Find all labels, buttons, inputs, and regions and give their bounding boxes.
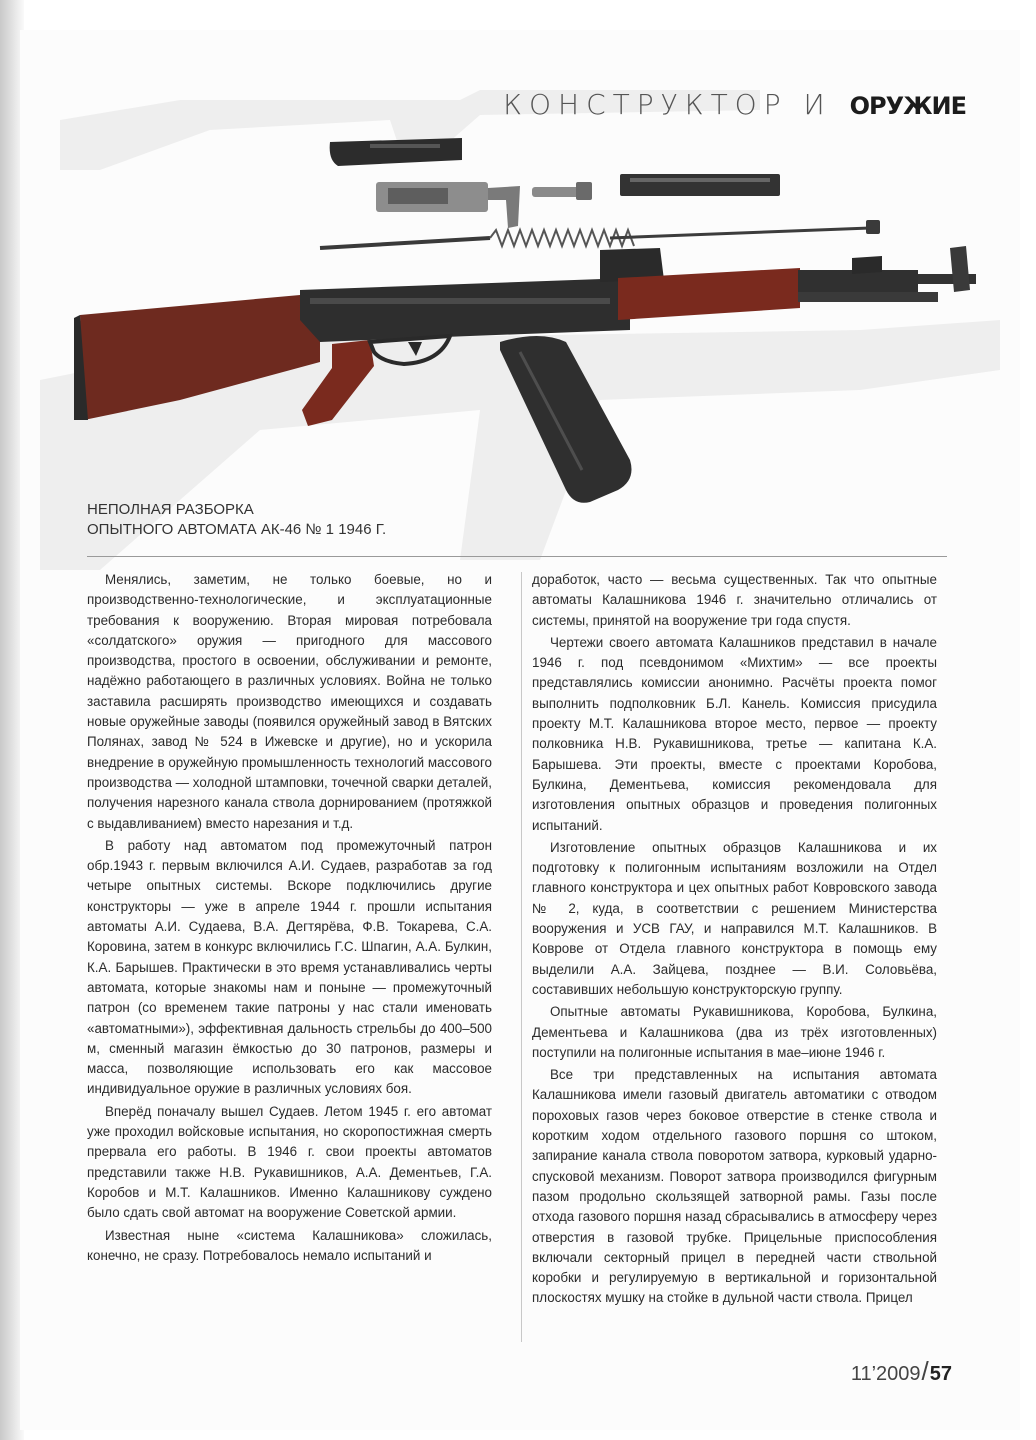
- article-column-left: [87, 570, 492, 1268]
- article-column-right: [532, 570, 937, 1311]
- rifle-body: [74, 246, 976, 503]
- paragraph: Чертежи своего автомата Калашников представил в начале 1946 г. под псевдонимом «Михтим» — все проекты представлялись комиссии анонимно. Расчёты проекта помог выполнить подполковник Б.Л. Канель. Комиссия присудила проекту М.Т. Калашникова второе место, первое — проекту полковника Н.В. Рукавишникова, третье — капитана К.А. Барышева. Эти проекты, вместе с проектами Коробова, Булкина, Дементьева, комиссия рекомендовала для изготовления опытных образцов и проведения полигонных испытаний.: [532, 634, 937, 833]
- rifle-disassembly-figure: [70, 130, 990, 520]
- paragraph: Известная ныне «система Калашникова» сложилась, конечно, не сразу. Потребовалось немало испытаний и: [87, 1227, 492, 1263]
- bolt-carrier-part: [376, 182, 520, 228]
- paragraph: Менялись, заметим, не только боевые, но и производственно-технологические, и эксплуатационные требования к вооружению. Вторая мировая потребовала «солдатского» оружия — пригодного для массового производства, простого в освоении, обслуживании и ремонте, надёжно работающего в различных условиях. Война не только заставила расширять производство имеющихся и создавать новые оружейные заводы (появился оружейный завод в Вятских Полянах, завод № 524 в Ижевске и другие), но и ускорила внедрение в оружейную промышленность технологий массового производства — холодной штамповки, точечной сварки деталей, получения нарезного канала ствола дорнированием (протяжкой с выдавливанием) вместо нарезания и т.д.: [87, 572, 492, 831]
- paragraph: Вперёд поначалу вышел Судаев. Летом 1945 г. его автомат уже проходил войсковые испытания, но скоропостижная смерть прервала его работы. В 1946 г. свои проекты автоматов представили также Н.В. Рукавишников, А.А. Дементьев, Г.А. Коробов и М.Т. Калашников. Именно Калашникову суждено было сдать свой автомат на вооружение Советской армии.: [87, 1103, 492, 1221]
- footer-slash: /: [921, 1356, 929, 1386]
- section-header: [503, 88, 966, 121]
- caption-divider: [87, 556, 947, 557]
- header-title: КОНСТРУКТОР И: [503, 88, 832, 121]
- caption-line-2: ОПЫТНОГО АВТОМАТА АК-46 № 1 1946 Г.: [87, 521, 387, 538]
- column-divider: [521, 572, 522, 1342]
- paragraph: Все три представленных на испытания автомата Калашникова имели газовый двигатель автоматики с отводом пороховых газов через боковое отверстие в стенке ствола и коротким ходом отдельного газового поршня со штоком, запирание канала ствола поворотом затвора, курковый ударно-спусковой механизм. Поворот затвора производился фигурным пазом продольно скользящей затворной рамы. Газы после отхода газового поршня назад сбрасывались в атмосферу через отверстия в газовой трубке. Прицельные приспособления включали секторный прицел в передней части ствольной коробки и регулируемую в вертикальной и горизонтальной плоскостях мушку на стойке в дульной части ствола. Прицел: [532, 1067, 937, 1306]
- bolt-part: [532, 182, 592, 200]
- recoil-spring-part: [320, 230, 634, 248]
- caption-line-1: НЕПОЛНАЯ РАЗБОРКА: [87, 501, 254, 518]
- cleaning-rod-part: [610, 220, 880, 238]
- paragraph: доработок, часто — весьма существенных. Так что опытные автоматы Калашникова 1946 г. значительно отличались от системы, принятой на вооружение три года спустя.: [532, 572, 937, 628]
- paragraph: В работу над автоматом под промежуточный патрон обр.1943 г. первым включился А.И. Судаев, разработав за год четыре опытных системы. Вскоре подключились другие конструкторы — уже в апреле 1944 г. прошли испытания автоматы А.И. Судаева, В.А. Дегтярёва, Ф.В. Токарева, С.А. Коровина, затем в конкурс включились Г.С. Шпагин, А.А. Булкин, К.А. Барышев. Практически в это время устанавливались черты автомата, которые знакомы нам и поныне — промежуточный патрон (со временем такие патроны у нас стали именовать «автоматными»), эффективная дальность стрельбы до 400–500 м, сменный магазин ёмкостью до 30 патронов, размеры и масса, позволяющие использовать его как массовое индивидуальное оружие в различных условиях боя.: [87, 837, 492, 1097]
- gas-tube-part: [620, 174, 780, 196]
- figure-caption: [87, 500, 507, 540]
- page-footer: [851, 1356, 952, 1387]
- paragraph: Опытные автоматы Рукавишникова, Коробова, Булкина, Дементьева и Калашникова (два из трёх изготовленных) поступили на полигонные испытания в мае–июне 1946 г.: [532, 1004, 937, 1060]
- issue-number: 11’2009: [850, 1363, 921, 1385]
- page-number: 57: [929, 1363, 952, 1385]
- receiver-cover-part: [330, 138, 462, 166]
- magazine-logo: ОРУЖИЕ: [849, 92, 966, 120]
- paragraph: Изготовление опытных образцов Калашникова и их подготовку к полигонным испытаниям возложили на Отдел главного конструктора и цех опытных работ Ковровского завода № 2, куда, в соответствии с решением Министерства вооружения и УСВ ГАУ, и направился М.Т. Калашников. В Коврове от Отдела главного конструктора в помощь ему выделили А.А. Зайцева, позднее — В.И. Соловьёва, составивших небольшую конструкторскую группу.: [532, 839, 937, 997]
